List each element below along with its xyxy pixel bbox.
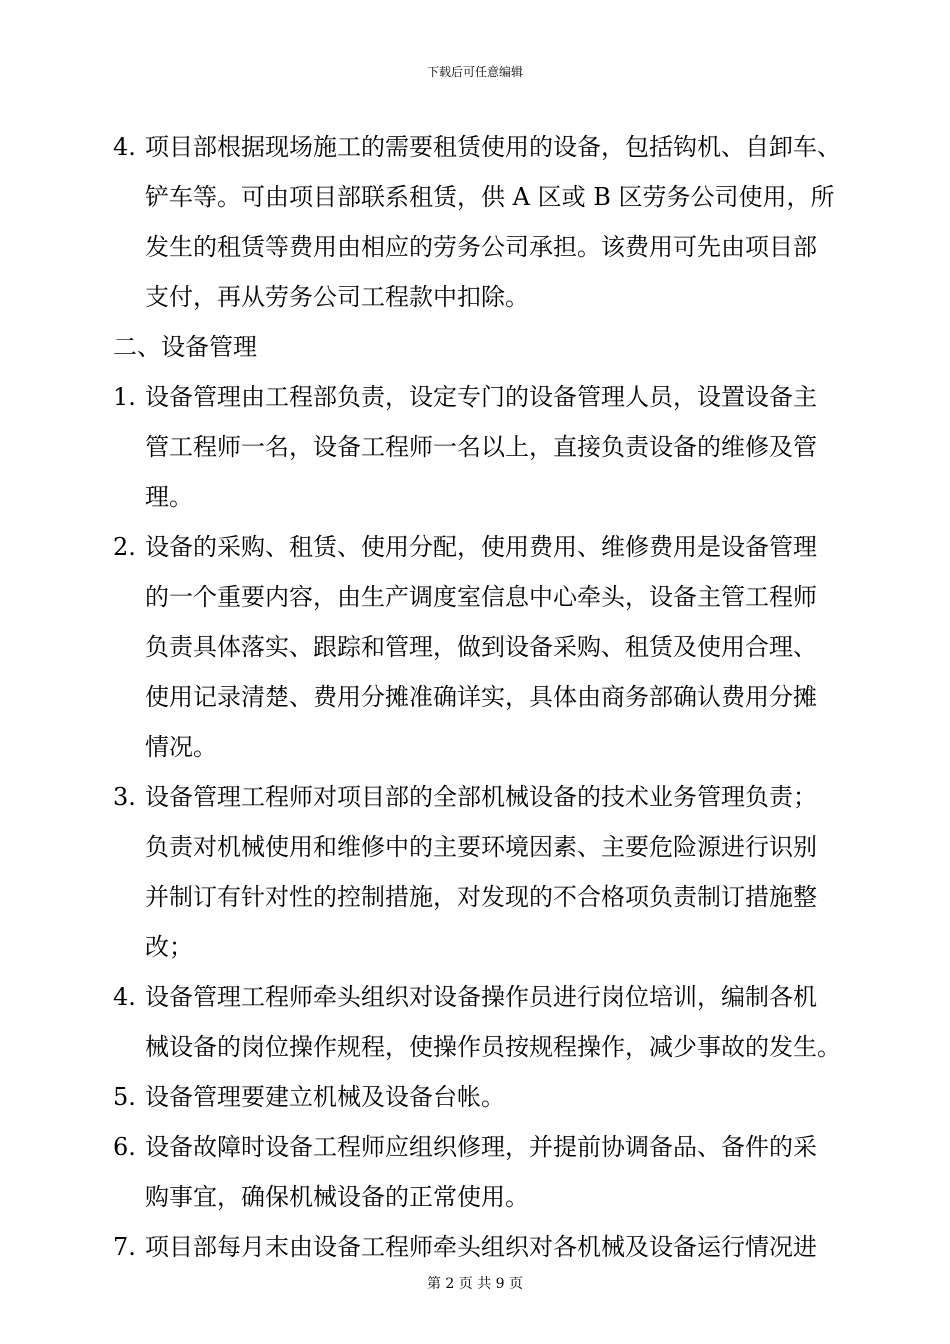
list-item-3 xyxy=(113,772,903,972)
paragraph-line: 设备管理由工程部负责，设定专门的设备管理人员，设置设备主 xyxy=(145,383,817,411)
paragraph-line: 管工程师一名，设备工程师一名以上，直接负责设备的维修及管 xyxy=(145,433,817,461)
paragraph-line: 设备管理工程师牵头组织对设备操作员进行岗位培训，编制各机 xyxy=(145,983,817,1011)
page-header: 下载后可任意编辑 xyxy=(426,65,523,79)
paragraph-line: 购事宜，确保机械设备的正常使用。 xyxy=(145,1183,529,1211)
list-number: 4. xyxy=(113,133,136,161)
list-item-2 xyxy=(113,522,903,772)
paragraph-line: 负责具体落实、跟踪和管理，做到设备采购、租赁及使用合理、 xyxy=(145,633,817,661)
paragraph-line: 设备故障时设备工程师应组织修理，并提前协调备品、备件的采 xyxy=(145,1133,817,1161)
paragraph-line: 铲车等。可由项目部联系租赁，供 A 区或 B 区劳务公司使用，所 xyxy=(145,183,835,211)
paragraph-line: 负责对机械使用和维修中的主要环境因素、主要危险源进行识别 xyxy=(145,833,817,861)
paragraph-line: 项目部根据现场施工的需要租赁使用的设备，包括钩机、自卸车、 xyxy=(145,133,841,161)
paragraph-line: 使用记录清楚、费用分摊准确详实，具体由商务部确认费用分摊 xyxy=(145,683,817,711)
list-number: 5. xyxy=(113,1083,136,1111)
paragraph-line: 理。 xyxy=(145,483,193,511)
list-number: 7. xyxy=(113,1233,136,1261)
paragraph-line: 改； xyxy=(145,933,193,961)
list-item-6 xyxy=(113,1122,903,1222)
paragraph-line: 设备管理工程师对项目部的全部机械设备的技术业务管理负责； xyxy=(145,783,817,811)
section-heading: 二、设备管理 xyxy=(113,333,257,361)
document-body xyxy=(113,122,903,1272)
paragraph-line: 设备管理要建立机械及设备台帐。 xyxy=(145,1083,505,1111)
list-item-7 xyxy=(113,1222,903,1272)
paragraph-line: 发生的租赁等费用由相应的劳务公司承担。该费用可先由项目部 xyxy=(145,233,817,261)
page-footer: 第 2 页 共 9 页 xyxy=(426,1276,524,1292)
list-item-4-rental xyxy=(113,122,903,322)
list-number: 6. xyxy=(113,1133,136,1161)
list-number: 3. xyxy=(113,783,136,811)
list-number: 4. xyxy=(113,983,136,1011)
paragraph-line: 项目部每月末由设备工程师牵头组织对各机械及设备运行情况进 xyxy=(145,1233,817,1261)
list-item-1 xyxy=(113,372,903,522)
paragraph-line: 的一个重要内容，由生产调度室信息中心牵头，设备主管工程师 xyxy=(145,583,817,611)
paragraph-line: 支付，再从劳务公司工程款中扣除。 xyxy=(145,283,529,311)
list-number: 1. xyxy=(113,383,136,411)
paragraph-line: 设备的采购、租赁、使用分配，使用费用、维修费用是设备管理 xyxy=(145,533,817,561)
list-item-4 xyxy=(113,972,903,1072)
paragraph-line: 并制订有针对性的控制措施，对发现的不合格项负责制订措施整 xyxy=(145,883,817,911)
paragraph-line: 械设备的岗位操作规程，使操作员按规程操作，减少事故的发生。 xyxy=(145,1033,841,1061)
paragraph-line: 情况。 xyxy=(145,733,217,761)
list-item-5 xyxy=(113,1072,903,1122)
list-number: 2. xyxy=(113,533,136,561)
